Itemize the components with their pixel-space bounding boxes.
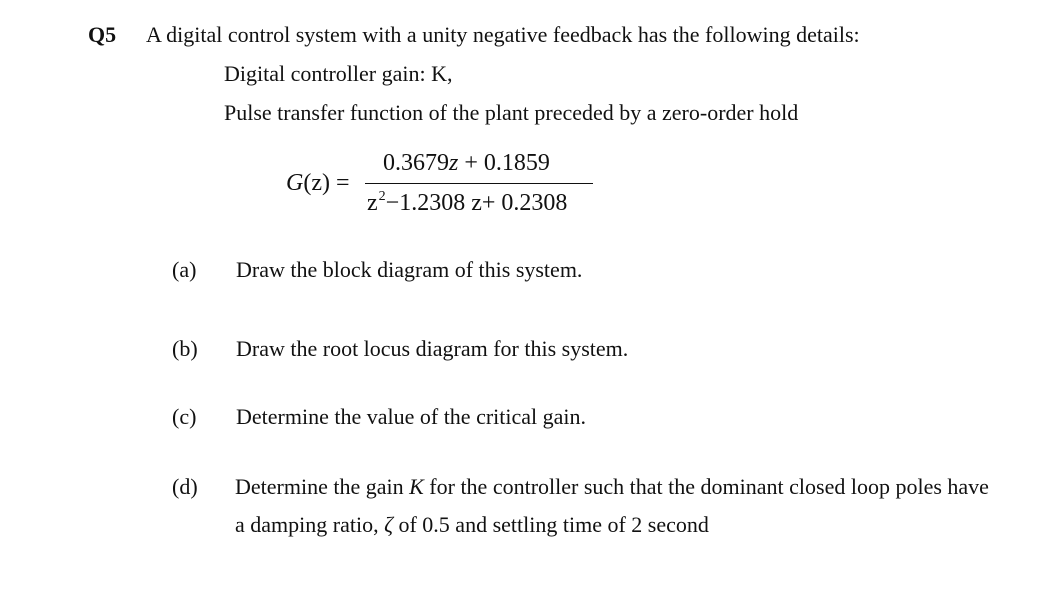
question-number: Q5 bbox=[88, 22, 117, 47]
denominator-rest: −1.2308 z+ 0.2308 bbox=[385, 190, 568, 216]
denominator-var: z bbox=[367, 190, 378, 216]
numerator-const: + 0.1859 bbox=[458, 150, 550, 176]
part-d-text-line1 bbox=[235, 474, 989, 500]
part-c-text: Determine the value of the critical gain. bbox=[236, 404, 587, 429]
part-d-label: (d) bbox=[172, 474, 198, 499]
detail-pulse-transfer: Pulse transfer function of the plant preceded by a zero-order hold bbox=[224, 100, 799, 125]
numerator-var: z bbox=[449, 150, 459, 176]
numerator-coef: 0.3679 bbox=[383, 150, 449, 176]
part-c-label: (c) bbox=[172, 404, 197, 429]
question-statement: A digital control system with a unity negative feedback has the following details: bbox=[146, 22, 860, 47]
equation-denominator bbox=[367, 189, 567, 217]
part-b-label: (b) bbox=[172, 336, 198, 361]
part-d-zeta-symbol: ζ bbox=[384, 512, 393, 537]
equation-equals: = bbox=[329, 170, 350, 196]
part-d-text-line2 bbox=[235, 512, 709, 538]
fraction-bar bbox=[365, 183, 593, 184]
equation-func: G bbox=[286, 170, 304, 196]
part-d-gain-symbol: K bbox=[409, 474, 424, 499]
part-d-pre: Determine the gain bbox=[235, 474, 410, 499]
part-a-label: (a) bbox=[172, 257, 197, 282]
part-a-text: Draw the block diagram of this system. bbox=[236, 257, 583, 282]
denominator-exponent: 2 bbox=[378, 189, 386, 204]
part-d-line2-pre: a damping ratio, bbox=[235, 512, 385, 537]
part-d-post: for the controller such that the dominant closed loop poles have bbox=[423, 474, 989, 499]
detail-controller-gain: Digital controller gain: K, bbox=[224, 61, 453, 86]
part-d-line2-post: of 0.5 and settling time of 2 second bbox=[392, 512, 709, 537]
equation-lhs bbox=[286, 170, 350, 197]
equation-arg: (z) bbox=[303, 170, 330, 196]
equation-numerator bbox=[383, 150, 550, 177]
part-b-text: Draw the root locus diagram for this system. bbox=[236, 336, 629, 361]
